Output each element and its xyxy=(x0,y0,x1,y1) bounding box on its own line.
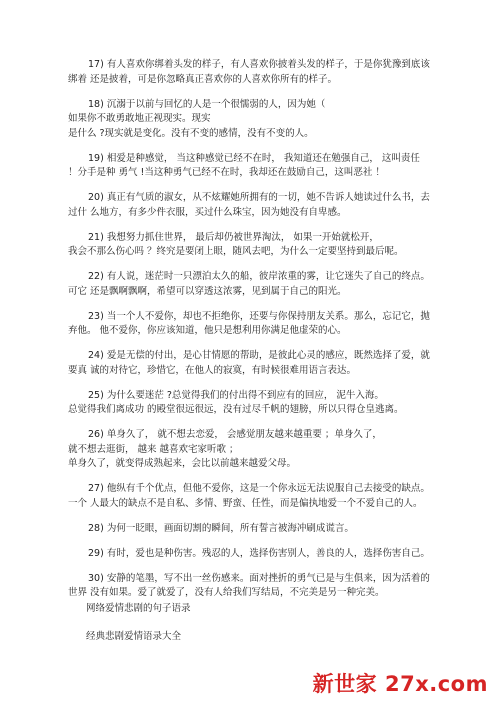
quote-item-17 xyxy=(68,58,440,87)
quote-line: 23) 当一个人不爱你，却也不拒绝你，还要与你保持朋友关系。那么，忘记它，抛 xyxy=(88,310,430,322)
quote-line: 总觉得我们离成功 的殿堂很远很远，没有过尽千帆的翅膀，所以只得仓皇逃离。 xyxy=(68,404,404,415)
related-links xyxy=(86,602,191,658)
quote-line: 我会不那么伤心吗 ？终究是要闭上眼，随风去吧，为什么一定要坚持到最后呢。 xyxy=(68,246,404,257)
quote-item-19 xyxy=(68,152,440,181)
quote-item-30 xyxy=(68,572,440,601)
quote-line: 20) 真正有气质的淑女，从不炫耀她所拥有的一切，她不告诉人她读过什么书，去 xyxy=(88,192,430,203)
quote-item-23 xyxy=(68,310,440,339)
related-link-classic-love-quotes[interactable]: 经典悲剧爱情语录大全 xyxy=(86,631,182,642)
quote-item-20 xyxy=(68,191,440,220)
quote-line: 要真 诚的对待它，珍惜它，在他人的寂寞，有时候很难用语言表达。 xyxy=(68,364,357,376)
quote-line: 如果你不敢勇敢地正视现实。现实 xyxy=(68,113,211,124)
quote-line: 19) 相爱是种感觉， 当这种感觉已经不在时， 我知道还在勉强自己， 这叫责任 xyxy=(88,152,420,164)
quote-line: 18) 沉溺于以前与回忆的人是一个很懦弱的人，因为她（ xyxy=(88,98,326,110)
quote-list xyxy=(68,58,440,611)
quote-line: 22) 有人说，迷茫时一只漂泊太久的船，彼岸浓重的雾，让它迷失了自己的终点。 xyxy=(88,271,430,282)
quote-line: 世界 没有如果。爱了就爱了，没有人给我们写结局，不完美是另一种完美。 xyxy=(68,587,385,598)
quote-line: 可它 还是飘啊飘啊，希望可以穿透这浓雾，见到属于自己的阳光。 xyxy=(68,285,347,297)
quote-item-26 xyxy=(68,428,440,472)
quote-item-24 xyxy=(68,349,440,378)
related-link-sad-love-quotes[interactable]: 网络爱情悲剧的句子语录 xyxy=(86,603,191,614)
quote-line: 就不想去逛街， 越来 越喜欢宅家听歌 ； xyxy=(68,443,239,455)
quote-line: 25) 为什么要迷茫 ?总觉得我们的付出得不到应有的回应， 泥牛入海。 xyxy=(88,389,384,401)
quote-line: 21) 我想努力抓住世界， 最后却仍被世界淘汰， 如果一开始就松开， xyxy=(88,231,379,243)
quote-item-18 xyxy=(68,98,440,142)
site-watermark: 新世家 27x.com xyxy=(312,672,488,696)
quote-line: 过什 么地方，有多少件衣服，买过什么珠宝，因为她没有自卑感。 xyxy=(68,206,347,218)
quote-item-25 xyxy=(68,389,440,418)
quote-line: 一个 人最大的缺点不是自私、多情、野蛮、任性，而是偏执地爱一个不爱自己的人。 xyxy=(68,497,423,509)
quote-item-28 xyxy=(68,522,440,537)
quote-line: ！分手是种 勇气 !当这种勇气已经不在时，我却还在鼓励自己，这叫恶社 ！ xyxy=(68,167,385,178)
quote-line: 27) 他纵有千个优点，但他不爱你，这是一个你永远无法说服自己去接受的缺点。 xyxy=(88,483,430,494)
quote-line: 单身久了，就变得成熟起来，会比以前越来越爱父母。 xyxy=(68,458,297,469)
quote-line: 28) 为何一眨眼，画面切割的瞬间，所有誓言被海冲刷成谎言。 xyxy=(88,522,354,534)
quote-item-29 xyxy=(68,547,440,562)
quote-line: 绑着 还是披着，可是你忽略真正喜欢你的人喜欢你所有的样子。 xyxy=(68,73,338,85)
quote-item-27 xyxy=(68,482,440,511)
quote-line: 弃他。 他不爱你，你应该知道，他只是想利用你满足他虚荣的心。 xyxy=(68,325,347,336)
quote-line: 是什么 ?现实就是变化。没有不变的感情，没有不变的人。 xyxy=(68,127,314,139)
quote-line: 24) 爱是无偿的付出，是心甘情愿的帮助，是彼此心灵的感应，既然选择了爱，就 xyxy=(88,350,430,361)
quote-item-22 xyxy=(68,270,440,299)
quote-line: 30) 安静的笔墨，写不出一丝伤感来。面对挫折的勇气已是与生俱来，因为活着的 xyxy=(88,572,430,584)
quote-item-21 xyxy=(68,231,440,260)
quote-line: 26) 单身久了， 就不想去恋爱， 会感觉朋友越来越重要 ；单身久了， xyxy=(88,429,382,440)
quote-line: 29) 有时，爱也是种伤害。残忍的人，选择伤害别人，善良的人，选择伤害自己。 xyxy=(88,547,430,559)
quote-line: 17) 有人喜欢你绑着头发的样子，有人喜欢你披着头发的样子，于是你犹豫到底该 xyxy=(88,59,430,70)
